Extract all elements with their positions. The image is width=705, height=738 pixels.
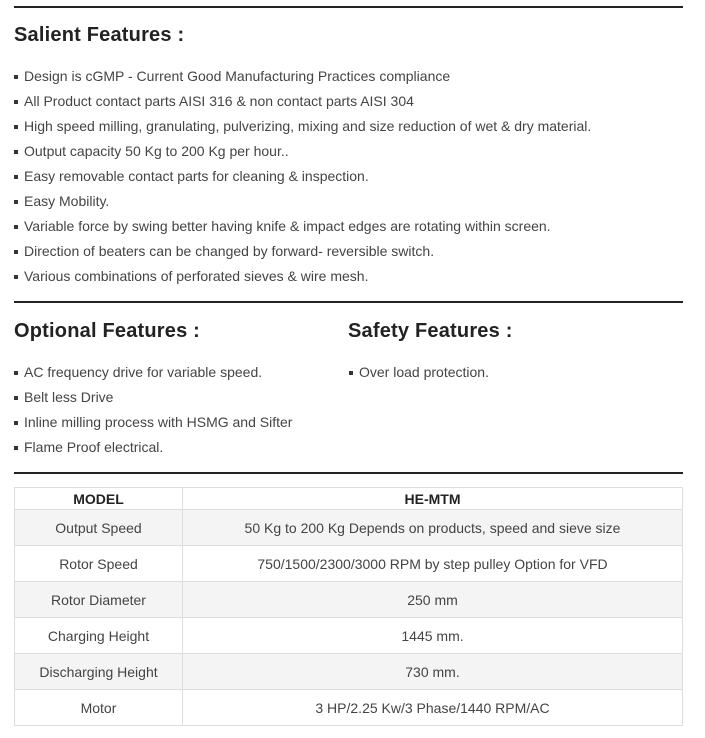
spec-label: Output Speed xyxy=(15,510,183,546)
spec-value: 750/1500/2300/3000 RPM by step pulley Option for VFD xyxy=(183,546,683,582)
optional-features-list xyxy=(14,360,292,460)
model-header: MODEL xyxy=(15,488,183,510)
list-item: Flame Proof electrical. xyxy=(14,435,292,460)
spec-label: Rotor Speed xyxy=(15,546,183,582)
list-item: AC frequency drive for variable speed. xyxy=(14,360,292,385)
spec-label: Charging Height xyxy=(15,618,183,654)
list-item: Variable force by swing better having knife & impact edges are rotating within screen. xyxy=(14,214,591,239)
spec-label: Discharging Height xyxy=(15,654,183,690)
spec-label: Motor xyxy=(15,690,183,726)
section-divider xyxy=(14,301,683,303)
table-row xyxy=(15,690,683,726)
specifications-table xyxy=(14,487,683,726)
spec-value: 730 mm. xyxy=(183,654,683,690)
table-header-row xyxy=(15,488,683,510)
list-item: Output capacity 50 Kg to 200 Kg per hour.. xyxy=(14,139,591,164)
list-item: Design is cGMP - Current Good Manufacturing Practices compliance xyxy=(14,64,591,89)
list-item: Belt less Drive xyxy=(14,385,292,410)
list-item: High speed milling, granulating, pulverizing, mixing and size reduction of wet & dry material. xyxy=(14,114,591,139)
list-item: All Product contact parts AISI 316 & non contact parts AISI 304 xyxy=(14,89,591,114)
list-item: Various combinations of perforated sieves & wire mesh. xyxy=(14,264,591,289)
safety-features-list xyxy=(349,360,489,385)
list-item: Easy removable contact parts for cleaning & inspection. xyxy=(14,164,591,189)
salient-features-heading: Salient Features : xyxy=(14,24,185,46)
optional-features-heading: Optional Features : xyxy=(14,320,201,342)
spec-label: Rotor Diameter xyxy=(15,582,183,618)
table-row xyxy=(15,618,683,654)
list-item: Easy Mobility. xyxy=(14,189,591,214)
spec-value: 3 HP/2.25 Kw/3 Phase/1440 RPM/AC xyxy=(183,690,683,726)
spec-value: 1445 mm. xyxy=(183,618,683,654)
table-row xyxy=(15,546,683,582)
list-item: Inline milling process with HSMG and Sifter xyxy=(14,410,292,435)
safety-features-heading: Safety Features : xyxy=(348,320,513,342)
salient-features-list xyxy=(14,64,591,289)
table-row xyxy=(15,510,683,546)
table-row xyxy=(15,654,683,690)
table-row xyxy=(15,582,683,618)
spec-value: 50 Kg to 200 Kg Depends on products, speed and sieve size xyxy=(183,510,683,546)
section-divider xyxy=(14,472,683,474)
top-divider xyxy=(14,6,683,8)
list-item: Over load protection. xyxy=(349,360,489,385)
spec-value: 250 mm xyxy=(183,582,683,618)
list-item: Direction of beaters can be changed by forward- reversible switch. xyxy=(14,239,591,264)
model-value-header: HE-MTM xyxy=(183,488,683,510)
